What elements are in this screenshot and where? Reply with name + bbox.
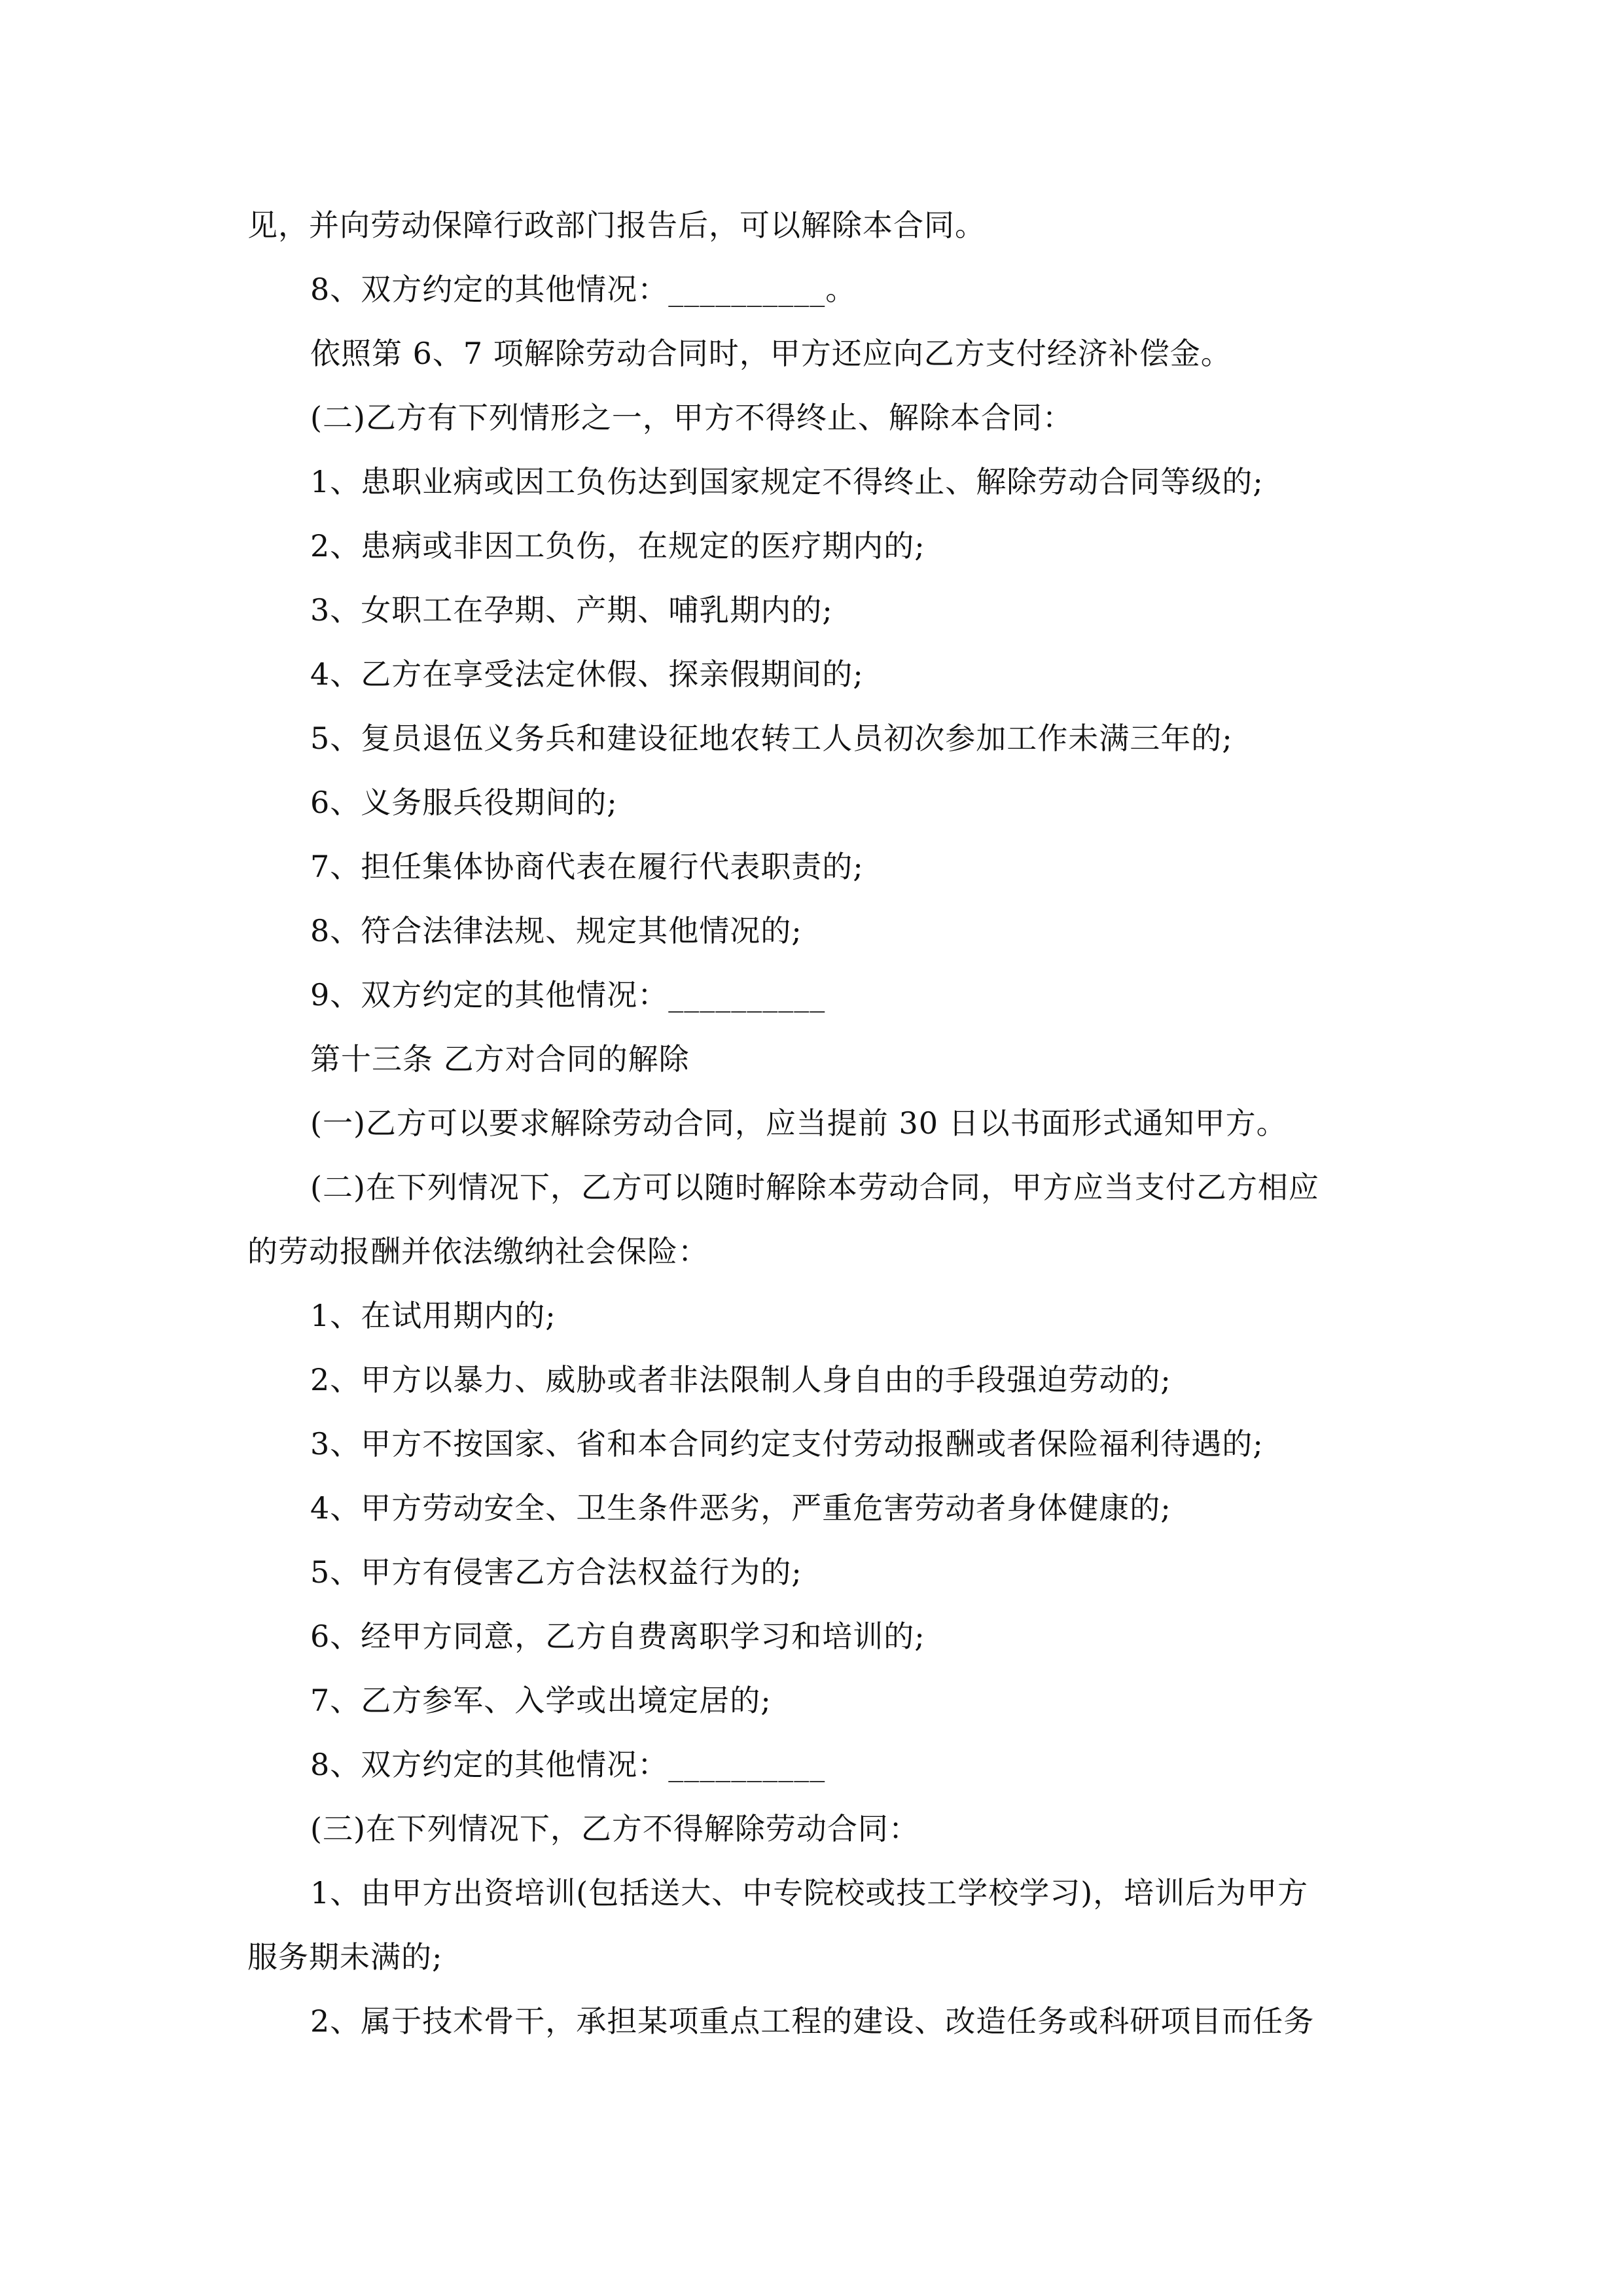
section-heading: (一)乙方可以要求解除劳动合同，应当提前 30 日以书面形式通知甲方。 (310, 1105, 1287, 1141)
list-item: 4、甲方劳动安全、卫生条件恶劣，严重危害劳动者身体健康的; (310, 1490, 1171, 1526)
list-item: 7、担任集体协商代表在履行代表职责的; (310, 849, 864, 884)
paragraph-line: 的劳动报酬并依法缴纳社会保险： (247, 1234, 709, 1269)
list-item: 1、患职业病或因工负伤达到国家规定不得终止、解除劳动合同等级的; (310, 464, 1264, 499)
list-item: 6、经甲方同意，乙方自费离职学习和培训的; (310, 1619, 925, 1654)
list-item: 7、乙方参军、入学或出境定居的; (310, 1683, 772, 1718)
list-item: 9、双方约定的其他情况：__________ (310, 977, 826, 1013)
paragraph-line: 依照第 6、7 项解除劳动合同时，甲方还应向乙方支付经济补偿金。 (310, 336, 1232, 371)
section-heading: (二)在下列情况下，乙方可以随时解除本劳动合同，甲方应当支付乙方相应 (310, 1170, 1319, 1205)
document-body (247, 193, 1380, 2053)
list-item: 5、甲方有侵害乙方合法权益行为的; (310, 1554, 802, 1590)
list-item: 8、双方约定的其他情况：__________ (310, 1747, 826, 1782)
list-item: 8、符合法律法规、规定其他情况的; (310, 913, 802, 948)
list-item: 3、甲方不按国家、省和本合同约定支付劳动报酬或者保险福利待遇的; (310, 1426, 1264, 1462)
list-item: 2、患病或非因工负伤，在规定的医疗期内的; (310, 528, 925, 564)
list-item: 1、由甲方出资培训(包括送大、中专院校或技工学校学习)，培训后为甲方 (310, 1875, 1309, 1910)
list-item: 6、义务服兵役期间的; (310, 785, 618, 820)
list-item: 5、复员退伍义务兵和建设征地农转工人员初次参加工作未满三年的; (310, 721, 1233, 756)
list-item: 2、属于技术骨干，承担某项重点工程的建设、改造任务或科研项目而任务 (310, 2003, 1315, 2039)
list-item: 2、甲方以暴力、威胁或者非法限制人身自由的手段强迫劳动的; (310, 1362, 1171, 1397)
section-heading: (二)乙方有下列情形之一，甲方不得终止、解除本合同： (310, 400, 1073, 435)
paragraph-line: 8、双方约定的其他情况：__________。 (310, 272, 857, 307)
article-heading: 第十三条 乙方对合同的解除 (310, 1041, 690, 1077)
paragraph-line: 见，并向劳动保障行政部门报告后，可以解除本合同。 (247, 207, 986, 243)
list-item: 4、乙方在享受法定休假、探亲假期间的; (310, 656, 864, 692)
list-item: 3、女职工在孕期、产期、哺乳期内的; (310, 592, 833, 628)
section-heading: (三)在下列情况下，乙方不得解除劳动合同： (310, 1811, 919, 1846)
paragraph-line: 服务期未满的; (247, 1939, 443, 1975)
list-item: 1、在试用期内的; (310, 1298, 556, 1333)
